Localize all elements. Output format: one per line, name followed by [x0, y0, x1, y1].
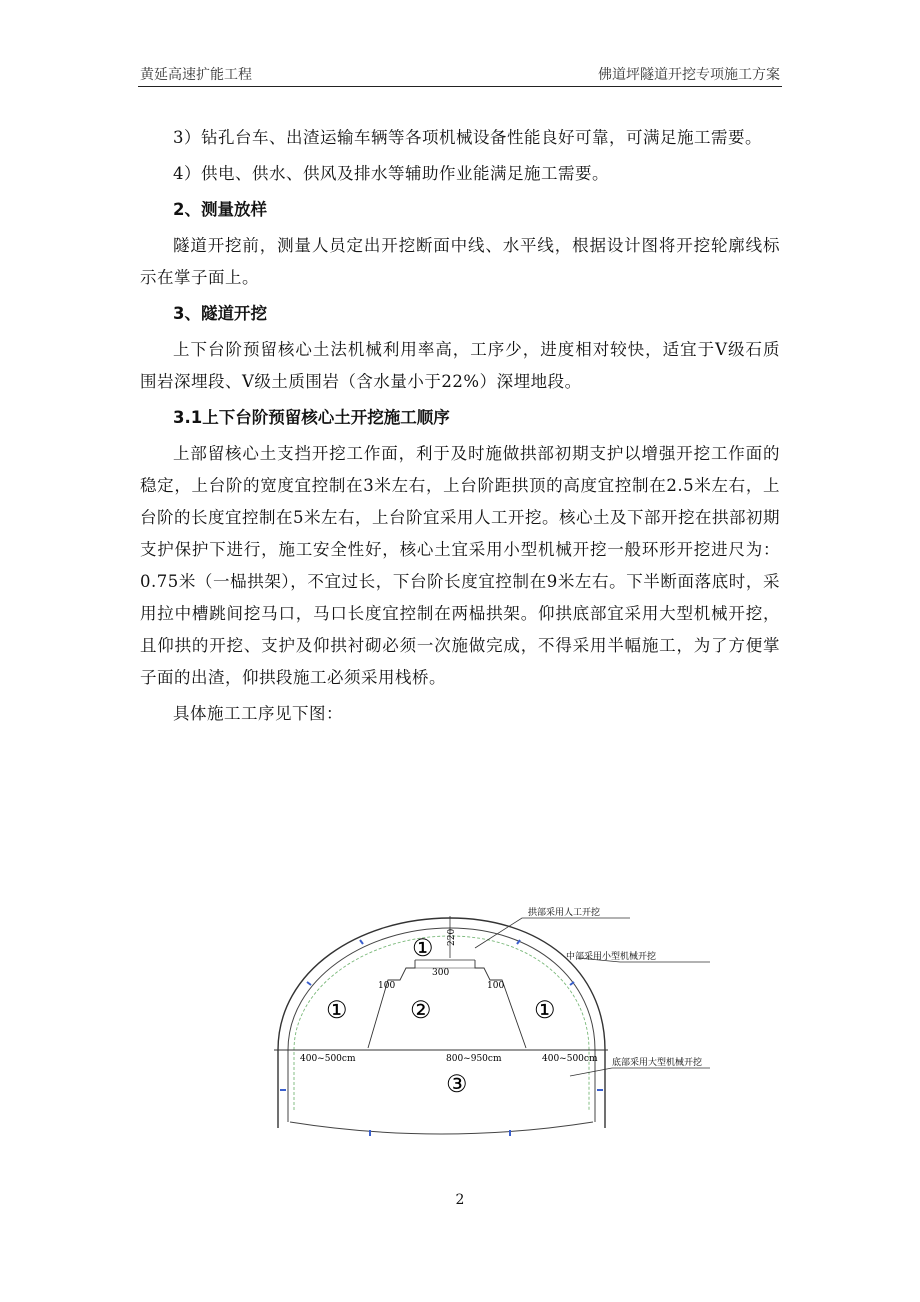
paragraph-sequence: 上部留核心土支挡开挖工作面，利于及时施做拱部初期支护以增强开挖工作面的稳定，上台阶的宽度宜控制在3米左右，上台阶距拱顶的高度宜控制在2.5米左右，上台阶的长度宜控制在5米左右，上台阶宜采用人工开挖。核心土及下部开挖在拱部初期支护保护下进行，施工安全性好，核心土宜采用小型机械开挖一般环形开挖进尺为：0.75米（一榀拱架），不宜过长，下台阶长度宜控制在9米左右。下半断面落底时，采用拉中槽跳间挖马口，马口长度宜控制在两榀拱架。仰拱底部宜采用大型机械开挖，且仰拱的开挖、支护及仰拱衬砌必须一次施做完成，不得采用半幅施工，为了方便掌子面的出渣，仰拱段施工必须采用栈桥。: [140, 444, 780, 687]
callout-arch-manual: 拱部采用人工开挖: [528, 908, 601, 918]
dim-100-left-label: 100: [378, 981, 396, 991]
dim-left-width-label: 400~500cm: [300, 1054, 356, 1064]
paragraph-figure-intro: 具体施工工序见下图：: [173, 704, 343, 723]
page-number: 2: [455, 1192, 465, 1208]
callout-bottom-machine: 底部采用大型机械开挖: [612, 1058, 703, 1068]
zone-right-label: ①: [534, 996, 556, 1024]
heading-excavation: 3、隧道开挖: [173, 304, 267, 323]
dim-100-right-label: 100: [487, 981, 505, 991]
heading-sequence: 3.1上下台阶预留核心土开挖施工顺序: [173, 408, 450, 427]
tunnel-inner-contour: [288, 928, 595, 1122]
zone-top-label: ①: [412, 934, 434, 962]
dim-center-width-label: 800~950cm: [446, 1054, 502, 1064]
document-body: [140, 122, 780, 734]
zone-left-label: ①: [326, 996, 348, 1024]
zone-center-label: ②: [410, 996, 432, 1024]
dim-300-label: 300: [432, 968, 450, 978]
tunnel-excavation-diagram: [260, 900, 720, 1140]
invert-arc: [290, 1122, 593, 1134]
dim-right-width-label: 400~500cm: [542, 1054, 598, 1064]
paragraph-utilities: 4）供电、供水、供风及排水等辅助作业能满足施工需要。: [173, 164, 609, 183]
heading-survey: 2、测量放样: [173, 200, 267, 219]
dim-220-label: 220: [447, 928, 457, 946]
header-project-name: 黄延高速扩能工程: [140, 67, 252, 83]
zone-bottom-label: ③: [446, 1070, 468, 1098]
callout-middle-machine: 中部采用小型机械开挖: [566, 952, 657, 962]
paragraph-method: 上下台阶预留核心土法机械利用率高，工序少，进度相对较快，适宜于Ⅴ级石质围岩深埋段、Ⅴ级土质围岩（含水量小于22%）深埋地段。: [140, 340, 780, 391]
paragraph-survey: 隧道开挖前，测量人员定出开挖断面中线、水平线，根据设计图将开挖轮廓线标示在掌子面上。: [140, 236, 780, 287]
header-document-title: 佛道坪隧道开挖专项施工方案: [598, 67, 780, 83]
page-header: [138, 62, 782, 87]
paragraph-equipment: 3）钻孔台车、出渣运输车辆等各项机械设备性能良好可靠，可满足施工需要。: [173, 128, 762, 147]
